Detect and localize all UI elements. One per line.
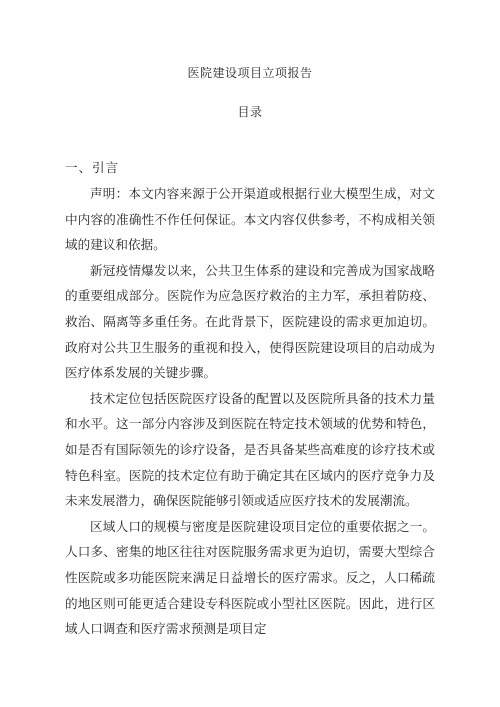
paragraph-technical-positioning: 技术定位包括医院医疗设备的配置以及医院所具备的技术力量和水平。这一部分内容涉及到医院在特定技术领域的优势和特色，如是否有国际领先的诊疗设备，是否具备某些高难度的诊疗技术或特色科室。医院的技术定位有助于确定其在区域内的医疗竞争力及未来发展潜力，确保医院能够引领或适应医疗技术的发展潮流。 — [65, 390, 435, 509]
toc-heading: 目录 — [237, 105, 263, 119]
document-body — [65, 181, 435, 642]
document-title: 医院建设项目立项报告 — [187, 66, 313, 80]
paragraph-disclaimer: 声明：本文内容来源于公开渠道或根据行业大模型生成，对文中内容的准确性不作任何保证。本文内容仅供参考，不构成相关领域的建议和依据。 — [65, 186, 435, 253]
section-heading-introduction: 一、引言 — [65, 160, 120, 175]
paragraph-regional-population: 区域人口的规模与密度是医院建设项目定位的重要依据之一。人口多、密集的地区往往对医院服务需求更为迫切，需要大型综合性医院或多功能医院来满足日益增长的医疗需求。反之，人口稀疏的地区则可能更适合建设专科医院或小型社区医院。因此，进行区域人口调查和医疗需求预测是项目定 — [65, 518, 435, 637]
paragraph-background: 新冠疫情爆发以来，公共卫生体系的建设和完善成为国家战略的重要组成部分。医院作为应急医疗救治的主力军，承担着防疫、救治、隔离等多重任务。在此背景下，医院建设的需求更加迫切。政府对公共卫生服务的重视和投入，使得医院建设项目的启动成为医疗体系发展的关键步骤。 — [65, 262, 435, 381]
